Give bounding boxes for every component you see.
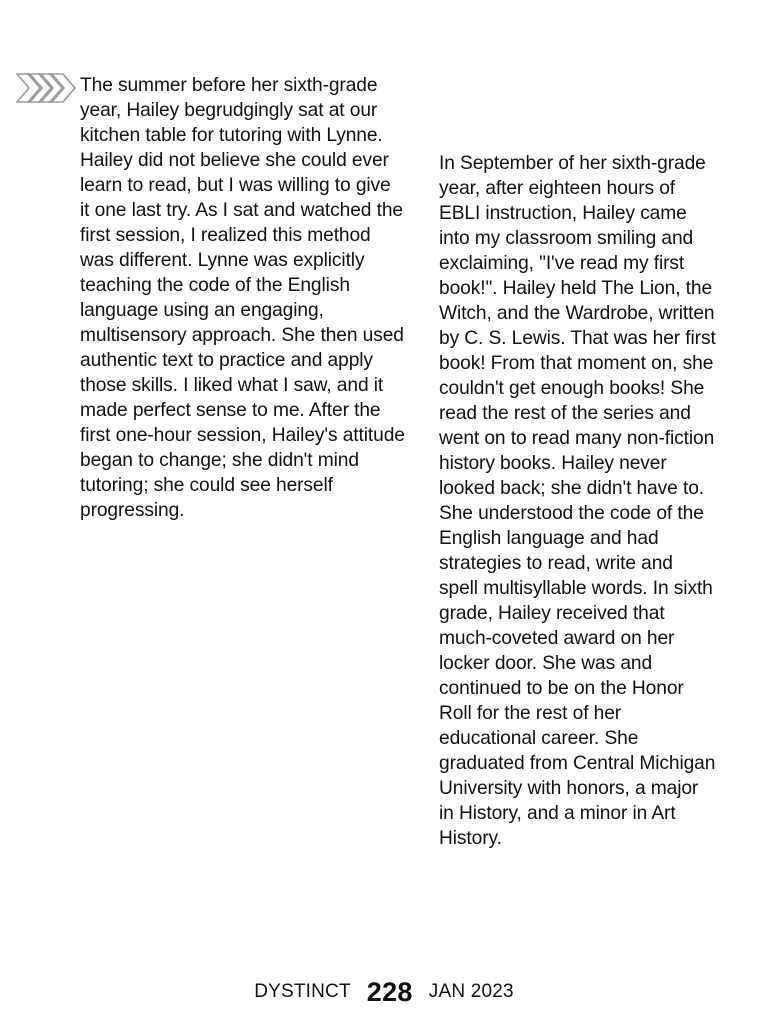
chevron-arrows-icon [16,72,78,104]
article-left-column: The summer before her sixth-grade year, Hailey begrudgingly sat at our kitchen table for tutoring with Lynne. Hailey did not believe she could ever learn to read, but I was willing to give it one last try. As I sat and watched the first session, I realized this method was different. Lynne was explicitly teaching the code of the English language using an engaging, multisensory approach. She then used authentic text to practice and apply those skills. I liked what I saw, and it made perfect sense to me. After the first one-hour session, Hailey's attitude began to change; she didn't mind tutoring; she could see herself progressing. [80,75,405,521]
magazine-name: DYSTINCT [254,981,351,1002]
page-number: 228 [366,976,413,1007]
issue-date: JAN 2023 [428,981,514,1002]
page-footer [0,976,768,1008]
article-right-column: In September of her sixth-grade year, after eighteen hours of EBLI instruction, Hailey came into my classroom smiling and exclaiming, "I've read my first book!". Hailey held The Lion, the Witch, and the Wardrobe, written by C. S. Lewis. That was her first book! From that moment on, she couldn't get enough books! She read the rest of the series and went on to read many non-fiction history books. Hailey never looked back; she didn't have to. She understood the code of the English language and had strategies to read, write and spell multisyllable words. In sixth grade, Hailey received that much-coveted award on her locker door. She was and continued to be on the Honor Roll for the rest of her educational career. She graduated from Central Michigan University with honors, a major in History, and a minor in Art History. [439,153,716,849]
